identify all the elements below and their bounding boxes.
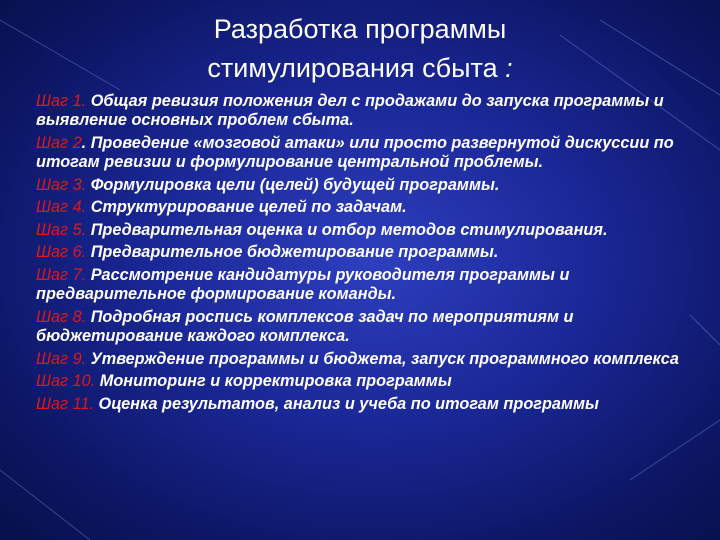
step-item-3 [36,176,704,195]
step-item-9 [36,350,704,369]
step-text: Формулировка цели (целей) будущей программы. [86,175,500,194]
slide-title-line-1: Разработка программы [213,14,507,44]
slide-title [0,10,720,88]
step-item-4 [36,198,704,217]
step-item-1 [36,92,704,131]
step-text: Рассмотрение кандидатуры руководителя программы и предварительное формирование команды. [36,265,570,304]
step-text: . Проведение «мозговой атаки» или просто развернутой дискуссии по итогам ревизии и формулирование центральной проблемы. [36,133,674,172]
step-text: Утверждение программы и бюджета, запуск программного комплекса [86,349,679,368]
step-text: Общая ревизия положения дел с продажами до запуска программы и выявление основных проблем сбыта. [36,92,664,130]
step-item-7 [36,266,704,305]
step-item-10 [36,372,704,391]
step-label: Шаг 4. [36,198,87,217]
slide-title-line-2 [0,49,720,88]
step-text: Предварительная оценка и отбор методов стимулирования. [86,220,608,239]
step-text: Подробная роспись комплексов задач по мероприятиям и бюджетирование каждого комплекса. [36,307,574,346]
step-label: Шаг 6. [36,243,87,262]
step-text: Оценка результатов, анализ и учеба по итогам программы [94,394,599,413]
step-item-8 [36,308,704,347]
steps-list [36,92,704,417]
slide-title-line-2-text: стимулирования сбыта [207,53,498,83]
step-item-6 [36,243,704,262]
step-label: Шаг 2 [36,133,82,152]
step-label: Шаг 9. [36,349,87,368]
step-label: Шаг 3. [36,175,87,194]
step-text: Структурирование целей по задачам. [86,198,407,217]
step-label: Шаг 1. [36,92,87,110]
slide-title-colon: : [497,53,513,83]
step-text: Мониторинг и корректировка программы [95,372,452,391]
step-label: Шаг 7. [36,265,87,284]
step-label: Шаг 10. [36,372,96,391]
step-label: Шаг 8. [36,307,87,326]
step-label: Шаг 5. [36,220,87,239]
step-text: Предварительное бюджетирование программы. [86,243,499,262]
step-label: Шаг 11. [36,394,95,413]
step-item-2 [36,134,704,173]
step-item-11 [36,395,704,414]
step-item-5 [36,221,704,240]
